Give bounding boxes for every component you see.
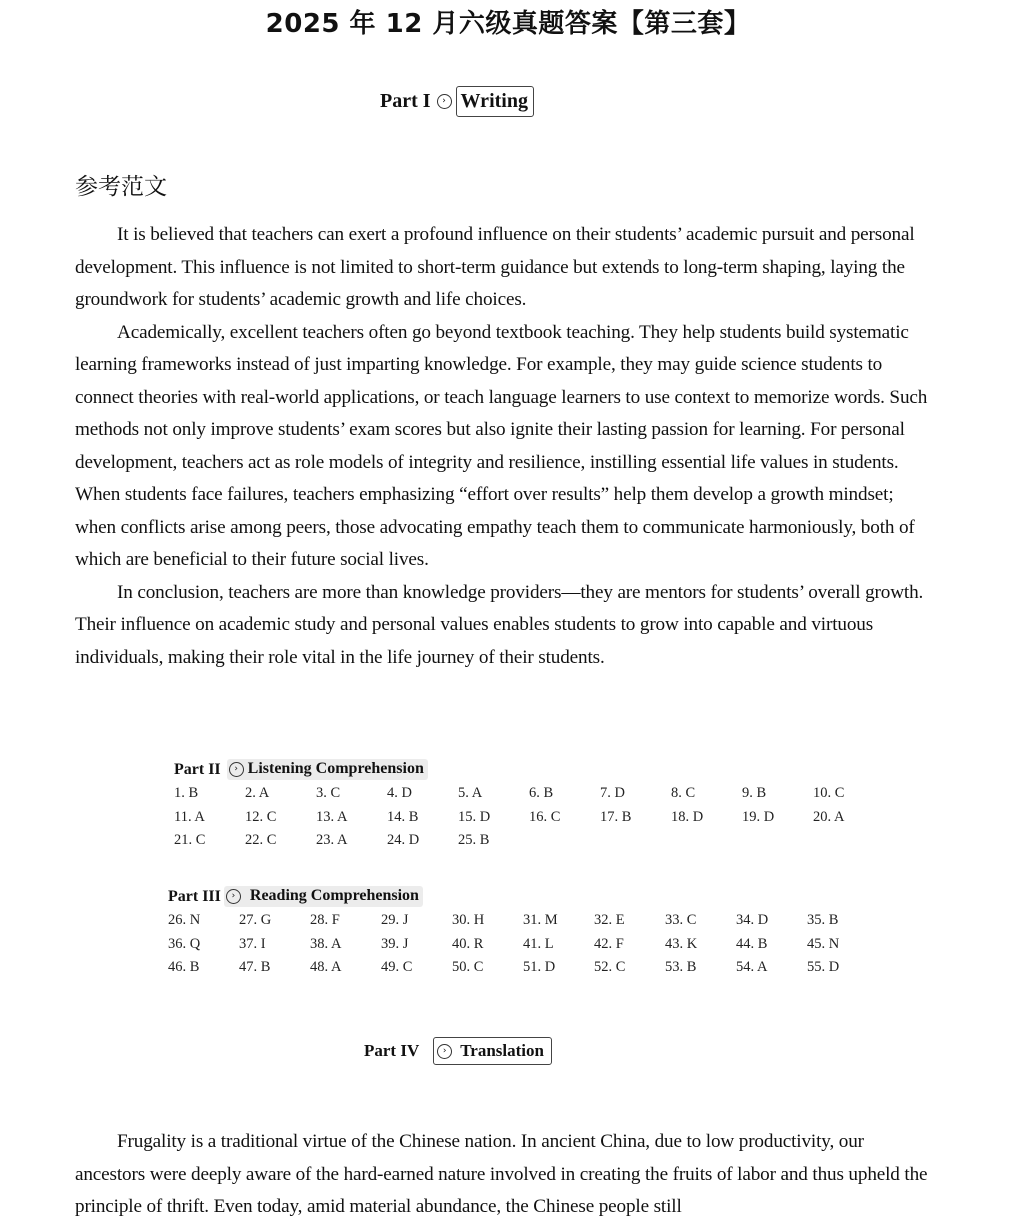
answer-item: 50. C (452, 959, 484, 975)
essay-paragraph-1: It is believed that teachers can exert a profound influence on their students’ academic pursuit and personal development. This influence is not limited to short-term guidance but extends to long-term shaping, laying the groundwork for students’ academic growth and life choices. (75, 224, 915, 310)
answer-item: 3. C (316, 785, 341, 801)
answer-item: 9. B (742, 785, 767, 801)
part1-heading (380, 86, 534, 117)
part2-heading (174, 759, 428, 780)
listening-answer-grid (174, 785, 884, 856)
answer-item: 51. D (523, 959, 556, 975)
part4-section: Translation (460, 1041, 544, 1060)
answer-item: 45. N (807, 935, 840, 952)
answer-item: 34. D (736, 912, 769, 928)
answer-item: 42. F (594, 935, 624, 952)
answer-item: 47. B (239, 959, 271, 975)
answer-item: 1. B (174, 785, 199, 801)
answer-item: 31. M (523, 912, 558, 928)
answer-item: 49. C (381, 959, 413, 975)
answer-item: 2. A (245, 785, 270, 801)
part3-section: Reading Comprehension (249, 887, 419, 904)
answer-item: 55. D (807, 959, 840, 975)
answer-item: 27. G (239, 912, 272, 928)
circle-arrow-icon: › (226, 889, 241, 904)
answer-item: 29. J (381, 912, 409, 928)
answer-item: 7. D (600, 785, 625, 801)
essay-paragraph-2: Academically, excellent teachers often go beyond textbook teaching. They help students build systematic learning frameworks instead of just imparting knowledge. For example, they may guide science students to connect theories with real-world applications, or teach language learners to use context to memorize words. Such methods not only improve students’ exam scores but also ignite their lasting passion for learning. For personal development, teachers act as role models of integrity and resilience, instilling essential life values in students. When students face failures, teachers emphasizing “effort over results” help them develop a growth mindset; when conflicts arise among peers, those advocating empathy teach them to communicate harmoniously, both of which are beneficial to their future social lives. (75, 321, 928, 570)
sample-heading: 参考范文 (75, 174, 167, 200)
answer-item: 53. B (665, 959, 697, 975)
answer-item: 25. B (458, 832, 490, 848)
part4-section-box (433, 1037, 552, 1065)
answer-item: 39. J (381, 935, 409, 952)
answer-item: 6. B (529, 785, 554, 801)
part3-heading (168, 886, 423, 907)
answer-item: 24. D (387, 832, 420, 848)
answer-item: 4. D (387, 785, 412, 801)
answer-item: 30. H (452, 912, 485, 928)
answer-item: 20. A (813, 808, 845, 825)
part4-heading (364, 1037, 552, 1065)
answer-item: 18. D (671, 808, 704, 825)
answer-item: 48. A (310, 959, 342, 975)
answer-item: 33. C (665, 912, 697, 928)
answer-item: 52. C (594, 959, 626, 975)
answer-item: 12. C (245, 808, 277, 825)
answer-item: 8. C (671, 785, 696, 801)
answer-item: 41. L (523, 935, 554, 952)
answer-item: 21. C (174, 832, 206, 848)
circle-arrow-icon: › (437, 1044, 452, 1059)
answer-item: 44. B (736, 935, 768, 952)
circle-arrow-icon: › (437, 94, 452, 109)
part3-label: Part III (168, 887, 221, 905)
answer-item: 38. A (310, 935, 342, 952)
circle-arrow-icon: › (229, 762, 244, 777)
answer-item: 22. C (245, 832, 277, 848)
answer-item: 28. F (310, 912, 340, 928)
part2-label: Part II (174, 760, 221, 778)
answer-item: 15. D (458, 808, 491, 825)
part1-section: Writing (460, 90, 528, 112)
answer-item: 36. Q (168, 935, 201, 952)
essay-paragraph-3: In conclusion, teachers are more than knowledge providers—they are mentors for students’ overall growth. Their influence on academic study and personal values enables students to grow into capable and virtuous individuals, making their role vital in the life journey of their students. (75, 581, 924, 668)
part2-section-box (227, 759, 428, 780)
page-title: 2025 年 12 月六级真题答案【第三套】 (265, 9, 751, 39)
part2-section: Listening Comprehension (247, 760, 424, 777)
answer-item: 13. A (316, 808, 348, 825)
answer-item: 16. C (529, 808, 561, 825)
part3-section-box (224, 886, 423, 907)
answer-item: 32. E (594, 912, 625, 928)
answer-item: 40. R (452, 935, 484, 952)
answer-item: 10. C (813, 785, 845, 801)
answer-item: 37. I (239, 935, 266, 952)
answer-item: 11. A (174, 808, 205, 825)
answer-item: 19. D (742, 808, 775, 825)
answer-item: 54. A (736, 959, 768, 975)
answer-item: 23. A (316, 832, 348, 848)
answer-item: 26. N (168, 912, 201, 928)
answer-item: 43. K (665, 935, 698, 952)
translation (75, 1126, 937, 1224)
part1-label: Part I (380, 90, 431, 112)
answer-item: 46. B (168, 959, 200, 975)
answer-item: 5. A (458, 785, 483, 801)
answer-item: 17. B (600, 808, 632, 825)
translation-paragraph-1: Frugality is a traditional virtue of the Chinese nation. In ancient China, due to low productivity, our ancestors were deeply aware of the hard-earned nature involved in creating the fruits of labor and thus upheld the principle of thrift. Even today, amid material abundance, the Chinese people still (75, 1131, 928, 1217)
part1-section-box (456, 86, 534, 117)
answer-item: 35. B (807, 912, 839, 928)
essay (75, 219, 937, 674)
reading-answer-grid (168, 912, 878, 983)
part4-label: Part IV (364, 1041, 420, 1060)
answer-item: 14. B (387, 808, 419, 825)
